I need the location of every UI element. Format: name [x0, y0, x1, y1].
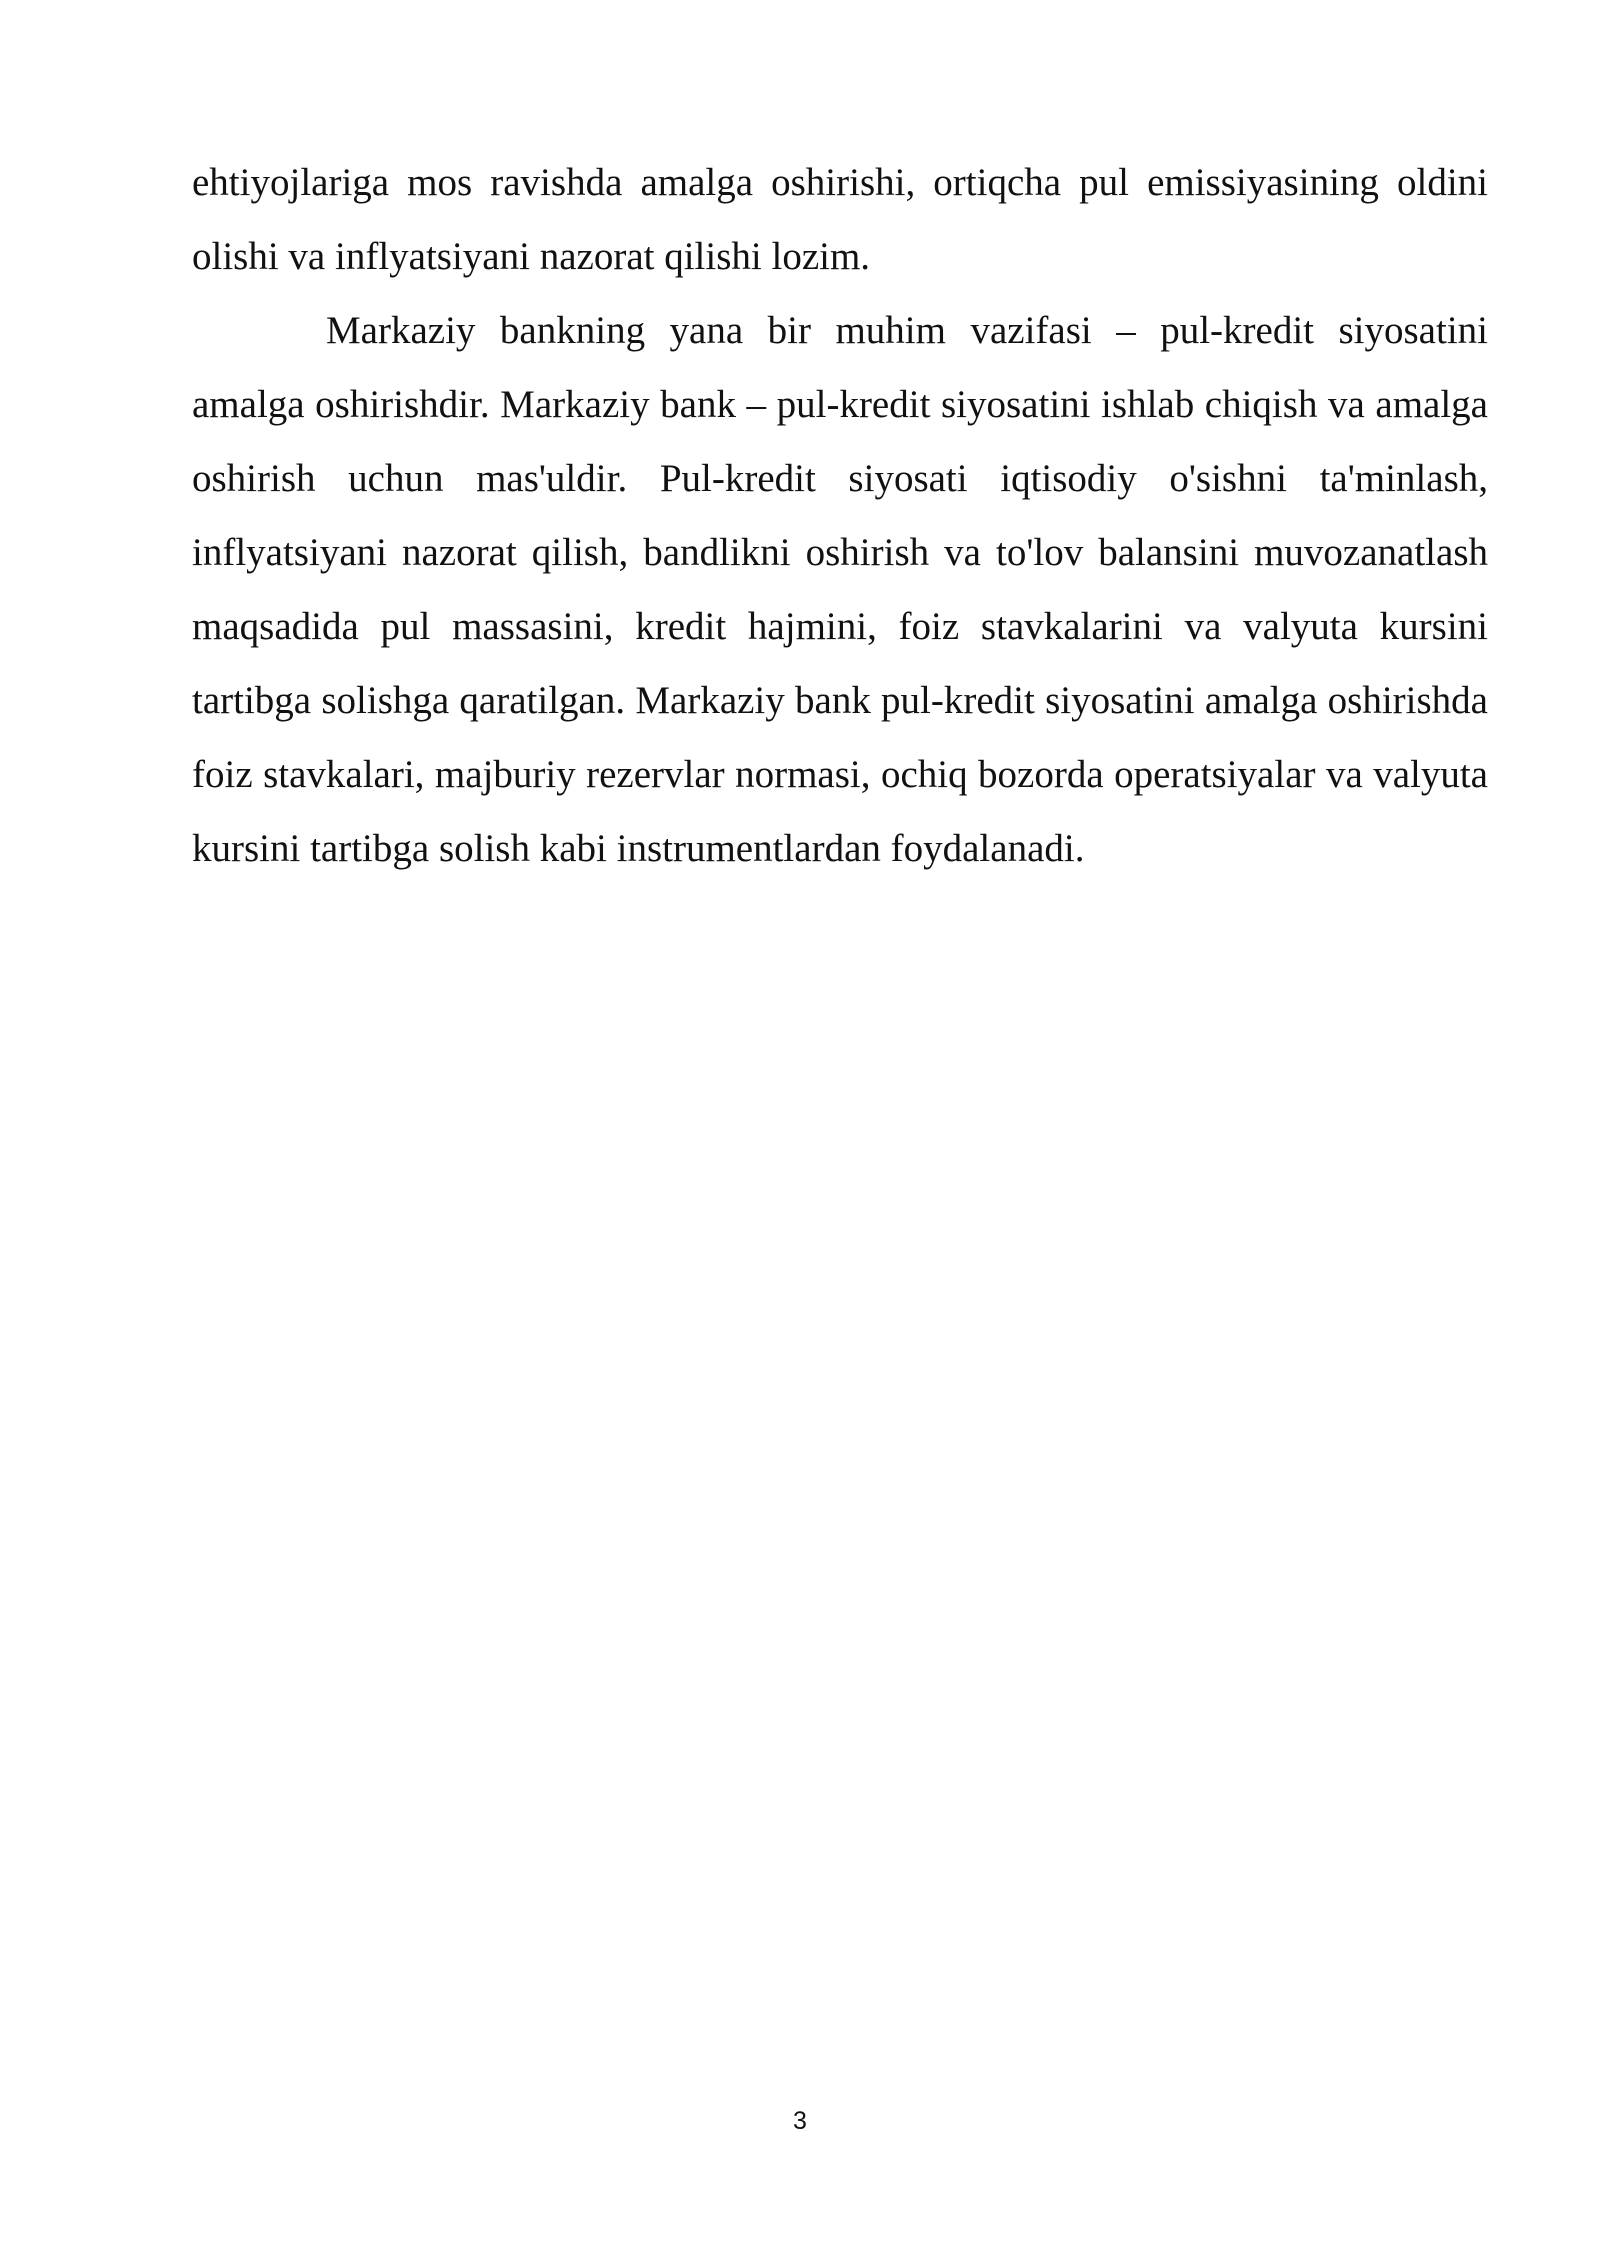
paragraph-continuation: ehtiyojlariga mos ravishda amalga oshirishi, ortiqcha pul emissiyasining oldini olishi va inflyatsiyani nazorat qilishi lozim.: [192, 161, 1488, 278]
body-text: [192, 146, 1488, 886]
page-number: 3: [793, 2107, 807, 2135]
paragraph-monetary-policy: Markaziy bankning yana bir muhim vazifasi – pul-kredit siyosatini amalga oshirishdir. Markaziy bank – pul-kredit siyosatini ishlab chiqish va amalga oshirish uchun mas'uldir. Pul-kredit siyosati iqtisodiy o'sishni ta'minlash, inflyatsiyani nazorat qilish, bandlikni oshirish va to'lov balansini muvozanatlash maqsadida pul massasini, kredit hajmini, foiz stavkalarini va valyuta kursini tartibga solishga qaratilgan. Markaziy bank pul-kredit siyosatini amalga oshirishda foiz stavkalari, majburiy rezervlar normasi, ochiq bozorda operatsiyalar va valyuta kursini tartibga solish kabi instrumentlardan foydalanadi.: [192, 309, 1488, 870]
